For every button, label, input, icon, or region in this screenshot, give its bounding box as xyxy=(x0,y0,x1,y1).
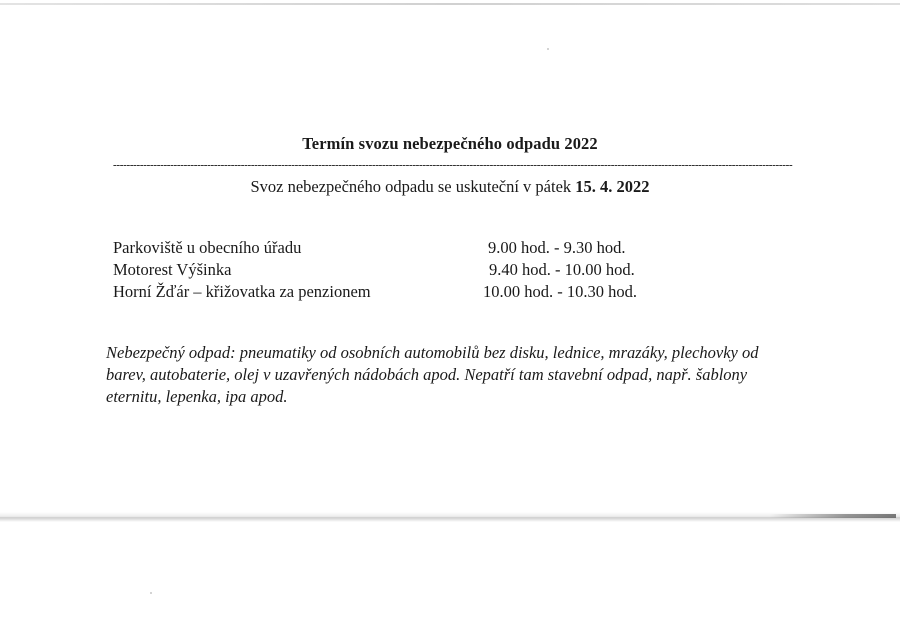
hazardous-waste-note: Nebezpečný odpad: pneumatiky od osobních automobilů bez disku, lednice, mrazáky, plechovky od barev, autobaterie, olej v uzavřených nádobách apod. Nepatří tam stavební odpad, např. šablony eternitu, lepenka, ipa apod. xyxy=(106,343,759,406)
scan-edge-bottom xyxy=(0,512,900,522)
dashed-separator: ---------------------------------------------------------------------------------------------------------------------------------------------------------------------------------------------------------- xyxy=(113,159,793,171)
scan-speck xyxy=(150,592,152,594)
schedule-row xyxy=(113,260,673,282)
scan-speck xyxy=(547,48,549,50)
scan-edge-top xyxy=(0,3,900,5)
announcement-date: 15. 4. 2022 xyxy=(575,177,650,196)
schedule-time: 10.00 hod. - 10.30 hod. xyxy=(483,282,637,301)
announcement-text: Svoz nebezpečného odpadu se uskuteční v pátek xyxy=(250,177,576,196)
schedule-row xyxy=(113,282,673,304)
schedule-row xyxy=(113,238,673,260)
schedule-place: Parkoviště u obecního úřadu xyxy=(113,238,302,257)
document-title: Termín svozu nebezpečného odpadu 2022 xyxy=(302,134,598,153)
schedule-time: 9.40 hod. - 10.00 hod. xyxy=(489,260,635,279)
schedule-place: Horní Žďár – křižovatka za penzionem xyxy=(113,282,371,301)
schedule-time: 9.00 hod. - 9.30 hod. xyxy=(488,238,626,257)
scan-edge-shadow xyxy=(770,514,896,518)
schedule-place: Motorest Výšinka xyxy=(113,260,232,279)
announcement xyxy=(0,177,900,197)
